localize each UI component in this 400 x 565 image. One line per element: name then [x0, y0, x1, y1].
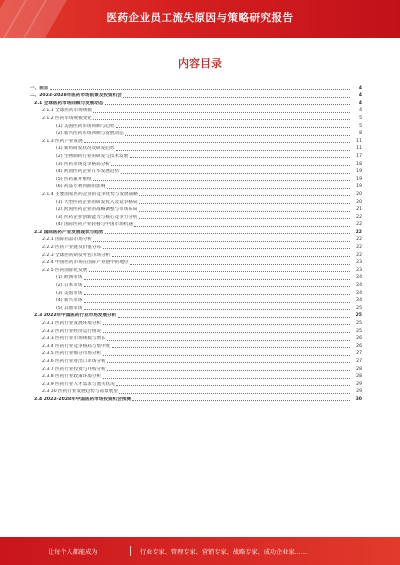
toc-entry-page: 25: [356, 321, 362, 326]
toc-entry[interactable]: [30, 213, 362, 221]
toc-entry-label: 2.3.1 医药行业发展环境分析: [42, 321, 102, 326]
toc-entry-page: 5: [359, 123, 362, 129]
dot-leader: [107, 340, 349, 341]
toc-entry[interactable]: [30, 168, 362, 176]
toc-entry-label: 2.3.2 医药行业经济运行情况: [42, 328, 102, 334]
toc-entry-label: (1) 新药研发状况及研发趋势: [56, 146, 115, 152]
dot-leader: [134, 226, 349, 227]
footer-divider: [130, 546, 131, 556]
toc-entry[interactable]: [30, 365, 362, 373]
toc-entry[interactable]: [30, 183, 362, 191]
dot-leader: [111, 165, 349, 166]
toc-entry[interactable]: [30, 175, 362, 183]
toc-entry[interactable]: [30, 259, 362, 267]
toc-entry[interactable]: [30, 92, 362, 100]
toc-entry-page: 22: [356, 252, 362, 258]
toc-entry-label: (1) 美国医药市场回顾与趋势: [56, 123, 115, 129]
toc-entry-label: 2.3.3 医药行业市场规模与增长: [42, 336, 106, 342]
toc-entry-page: 22: [356, 245, 362, 251]
toc-entry[interactable]: [30, 266, 362, 274]
toc-entry[interactable]: [30, 319, 362, 327]
toc-entry-page: 4: [358, 85, 362, 91]
toc-entry-label: (4) 国际医药产业转移与中国市场机遇: [56, 222, 133, 228]
toc-entry-label: 二、2023-2028年医药市场前景及投资机会: [30, 93, 122, 99]
toc-entry-page: 25: [356, 305, 362, 311]
toc-entry[interactable]: [30, 312, 362, 320]
toc-entry-page: 24: [356, 290, 362, 296]
toc-entry-page: 25: [356, 328, 362, 334]
toc-entry-label: 2.2.5 医药国际化发展: [42, 267, 88, 273]
dot-leader: [139, 211, 350, 212]
toc-entry[interactable]: [30, 297, 362, 305]
dot-leader: [123, 97, 349, 98]
dot-leader: [84, 286, 350, 287]
toc-entry-page: 20: [356, 191, 362, 197]
toc-entry-page: 17: [356, 153, 362, 159]
dot-leader: [93, 241, 349, 242]
toc-entry-page: 19: [356, 176, 362, 182]
toc-entry-page: 23: [356, 267, 362, 273]
toc-entry-label: 2.4 2022-2028年中国医药市场投资机会预测: [34, 396, 131, 402]
dot-leader: [107, 362, 349, 363]
toc-entry-page: 4: [358, 93, 362, 99]
toc-entry[interactable]: [30, 350, 362, 358]
toc-entry-label: (1) 大型医药企业的研发投入及竞争格局: [56, 199, 138, 205]
toc-entry[interactable]: [30, 289, 362, 297]
toc-entry[interactable]: [30, 335, 362, 343]
toc-entry-page: 20: [356, 199, 362, 205]
toc-entry[interactable]: [30, 206, 362, 214]
toc-entry-label: 2.3.4 医药行业竞争格局与集中度: [42, 343, 111, 349]
toc-entry-label: (3) 医药企业创新能力与核心竞争力分析: [56, 214, 138, 220]
report-title: 医药企业员工流失原因与策略研究报告: [106, 12, 294, 24]
toc-entry[interactable]: [30, 107, 362, 115]
dot-leader: [103, 355, 350, 356]
toc-entry-label: 2.1.2 医药市场规模变化: [42, 115, 92, 121]
toc-entry-page: 30: [355, 396, 362, 402]
toc-entry[interactable]: [30, 190, 362, 198]
dot-leader: [139, 203, 350, 204]
toc-entry[interactable]: [30, 357, 362, 365]
toc-entry[interactable]: [30, 114, 362, 122]
toc-entry[interactable]: [30, 130, 362, 138]
dot-leader: [84, 279, 350, 280]
toc-entry[interactable]: [30, 243, 362, 251]
dot-leader: [105, 104, 350, 105]
toc-entry-label: (4) 新兴市场: [56, 298, 83, 304]
footer-banner: [0, 537, 400, 565]
dot-leader: [121, 173, 350, 174]
toc-entry[interactable]: [30, 228, 362, 236]
table-of-contents: [30, 84, 362, 403]
dot-leader: [103, 324, 350, 325]
toc-heading: 内容目录: [178, 57, 222, 70]
dot-leader: [116, 385, 349, 386]
toc-entry[interactable]: [30, 122, 362, 130]
dot-leader: [116, 150, 350, 151]
dot-leader: [93, 119, 349, 120]
toc-entry-page: 22: [355, 229, 362, 235]
toc-entry-label: (4) 跨国医药企业在华发展趋势: [56, 169, 120, 175]
header-banner: [0, 0, 400, 38]
dot-leader: [84, 142, 349, 143]
toc-entry-page: 27: [356, 351, 362, 357]
toc-entry-page: 25: [355, 313, 362, 319]
toc-entry-page: 18: [356, 161, 362, 167]
toc-entry[interactable]: [30, 373, 362, 381]
footer-slogan: 让每个人都能成为: [48, 549, 98, 556]
toc-entry-label: (1) 欧洲市场: [56, 275, 83, 281]
toc-entry-page: 22: [356, 237, 362, 243]
dot-leader: [89, 271, 350, 272]
dot-leader: [112, 256, 350, 257]
toc-entry-page: 27: [356, 358, 362, 364]
toc-entry[interactable]: [30, 236, 362, 244]
toc-entry-label: (2) 跨国医药企业的战略调整与市场布局: [56, 207, 138, 213]
dot-leader: [93, 112, 349, 113]
toc-entry-label: (3) 医药市场竞争格局分析: [56, 161, 110, 167]
footer-roles: 行业专家、管理专家、营销专家、战略专家、成功企业家……: [140, 549, 308, 556]
toc-entry-page: 19: [356, 169, 362, 175]
toc-entry-page: 4: [358, 100, 362, 106]
dot-leader: [139, 195, 349, 196]
dot-leader: [105, 233, 350, 234]
toc-entry-page: 29: [356, 389, 362, 395]
toc-entry-label: 2.1.4 主要国家医药企业的竞争优势与发展战略: [42, 191, 138, 197]
toc-entry[interactable]: [30, 99, 362, 107]
toc-entry-label: 2.3.5 医药行业细分市场分析: [42, 351, 102, 357]
toc-entry-page: 24: [356, 275, 362, 281]
toc-entry-page: 26: [356, 343, 362, 349]
toc-entry[interactable]: [30, 327, 362, 335]
toc-entry-label: 2.3.8 医药行业政策环境分析: [42, 374, 102, 380]
toc-entry-page: 19: [356, 184, 362, 190]
dot-leader: [84, 302, 350, 303]
dot-leader: [130, 264, 349, 265]
toc-entry-page: 11: [356, 138, 362, 144]
dot-leader: [118, 317, 350, 318]
dot-leader: [103, 248, 350, 249]
toc-entry-page: 29: [356, 381, 362, 387]
toc-entry-page: 28: [356, 374, 362, 380]
toc-entry-page: 28: [356, 366, 362, 372]
toc-entry-label: (5) 其他市场: [56, 305, 83, 311]
dot-leader: [103, 332, 350, 333]
toc-entry-page: 22: [356, 222, 362, 228]
toc-entry-label: (2) 日本市场: [56, 283, 83, 289]
toc-entry[interactable]: [30, 160, 362, 168]
toc-entry-label: (6) 药品专利到期的影响: [56, 184, 106, 190]
toc-entry-page: 24: [356, 298, 362, 304]
dot-leader: [93, 180, 349, 181]
toc-entry[interactable]: [30, 274, 362, 282]
toc-entry[interactable]: [30, 388, 362, 396]
toc-entry-label: 2.3.7 医药行业投资与并购分析: [42, 366, 106, 372]
toc-entry[interactable]: [30, 221, 362, 229]
toc-entry-label: 2.1 全球医药市场回顾与发展动态: [34, 100, 104, 106]
toc-entry-page: 24: [356, 283, 362, 289]
toc-entry[interactable]: [30, 281, 362, 289]
dot-leader: [119, 393, 349, 394]
toc-entry[interactable]: [30, 152, 362, 160]
toc-entry-label: 2.1.1 全球医药市场规模: [42, 108, 92, 114]
toc-entry-label: 2.2.3 全球医药研发外包市场分析: [42, 252, 111, 258]
dot-leader: [84, 309, 350, 310]
toc-entry-label: 一、前言: [30, 85, 49, 91]
dot-leader: [116, 127, 350, 128]
dot-leader: [103, 378, 350, 379]
dot-leader: [107, 370, 349, 371]
dot-leader: [112, 347, 350, 348]
toc-entry[interactable]: [30, 137, 362, 145]
toc-entry[interactable]: [30, 342, 362, 350]
toc-entry[interactable]: [30, 145, 362, 153]
dot-leader: [125, 135, 349, 136]
toc-entry-label: 2.2.1 国际药品市场分析: [42, 237, 92, 243]
toc-entry-page: 11: [356, 146, 362, 152]
toc-entry-label: (5) 医药兼并重组: [56, 176, 92, 182]
toc-entry[interactable]: [30, 251, 362, 259]
dot-leader: [107, 188, 350, 189]
dot-leader: [50, 89, 350, 90]
dot-leader: [139, 218, 350, 219]
toc-entry-label: 2.2.4 中国医药市场在国际产业链中的地位: [42, 260, 129, 266]
dot-leader: [132, 400, 349, 401]
toc-entry-page: 5: [359, 115, 362, 121]
toc-entry-label: 2.2 国际医药产业发展现状与趋势: [34, 229, 104, 235]
toc-entry-label: (2) 生物制药行业的研发与技术发展: [56, 153, 129, 159]
toc-entry-page: 8: [359, 131, 362, 137]
toc-entry[interactable]: [30, 304, 362, 312]
toc-entry[interactable]: [30, 198, 362, 206]
toc-entry-page: 22: [356, 214, 362, 220]
toc-entry-label: (2) 新兴医药市场回顾与发展动态: [56, 131, 124, 137]
dot-leader: [130, 157, 350, 158]
toc-entry-page: 21: [356, 207, 362, 213]
toc-entry-label: (3) 美国市场: [56, 290, 83, 296]
toc-entry-label: 2.1.3 医药产业发展: [42, 138, 83, 144]
dot-leader: [84, 294, 350, 295]
toc-entry-label: 2.3 2022年中国医药行业市场发展分析: [34, 313, 117, 319]
toc-entry-page: 23: [356, 260, 362, 266]
toc-entry-page: 26: [356, 336, 362, 342]
toc-entry-label: 2.2.2 医药产业链及价值分布: [42, 245, 102, 251]
toc-entry-label: 2.3.6 医药行业进出口市场分析: [42, 358, 106, 364]
toc-entry[interactable]: [30, 395, 362, 403]
toc-entry-page: 4: [359, 108, 362, 114]
toc-entry-label: 2.3.9 医药行业人才需求与流失状况: [42, 381, 115, 387]
toc-entry[interactable]: [30, 84, 362, 92]
toc-entry-label: 2.3.10 医药行业发展趋势与前景展望: [42, 389, 118, 395]
toc-entry[interactable]: [30, 380, 362, 388]
